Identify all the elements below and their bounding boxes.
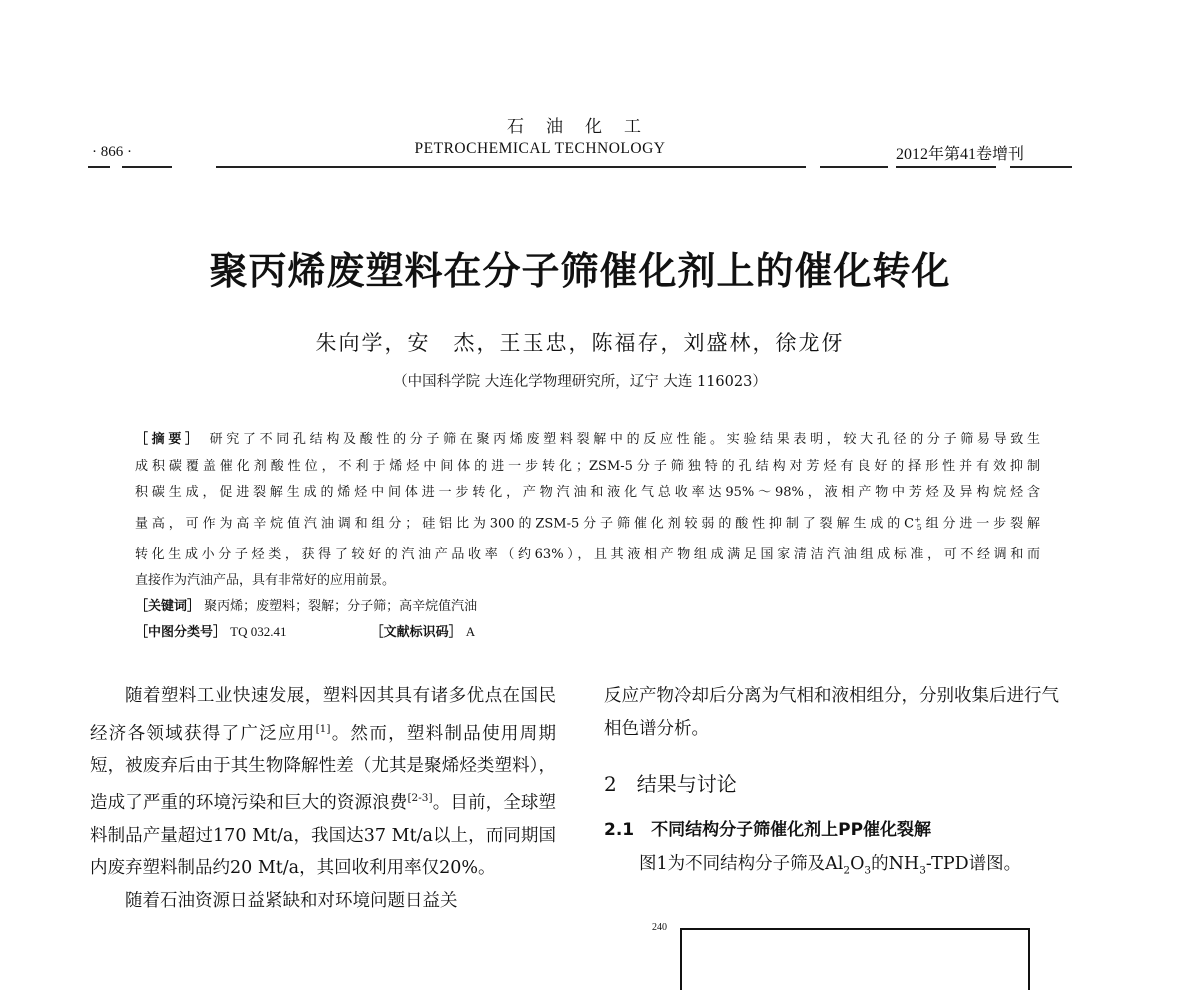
y-axis-tick-label: 240: [652, 922, 667, 933]
keywords-label: ［关键词］: [135, 599, 201, 614]
header-rule: [820, 166, 888, 168]
abstract-line: 转化生成小分子烃类，获得了较好的汽油产品收率（约63%），且其液相产物组成满足国家清洁汽油组成标准，可不经调和而: [135, 546, 1040, 562]
paragraph: 随着石油资源日益紧缺和对环境问题日益关: [125, 890, 458, 911]
keywords: [135, 595, 477, 614]
abstract-line: 成积碳覆盖催化剂酸性位，不利于烯烃中间体的进一步转化；ZSM-5分子筛独特的孔结构对芳烃有良好的择形性并有效抑制: [135, 458, 1040, 474]
subsection-heading: 2.1 不同结构分子筛催化剂上PP催化裂解: [604, 820, 932, 840]
doc-code-label: ［文献标识码］: [370, 625, 462, 640]
abstract-line: 积碳生成，促进裂解生成的烯烃中间体进一步转化，产物汽油和液化气总收率达95%～98%，液相产物中芳烃及异构烷烃含: [135, 485, 1040, 500]
paragraph: 反应产物冷却后分离为气相和液相组分，分别收集后进行气相色谱分析。: [604, 686, 1059, 739]
paragraph: 图1为不同结构分子筛及$Al_2O_3$的$NH_3$-TPD谱图。: [639, 854, 1022, 877]
page-number: · 866 ·: [92, 144, 132, 160]
paragraph: 随着塑料工业快速发展，塑料因其具有诸多优点在国民经济各领域获得了广泛应用[1]。然而，塑料制品使用周期短，被废弃后由于其生物降解性差（尤其是聚烯烃类塑料），造成了严重的环境污染和巨大的资源浪费[2-3]。目前，全球塑料制品产量超过170 Mt/a，我国达37 Mt/a以上，而同期国内废弃塑料制品约20 Mt/a，其回收利用率仅20%。: [90, 686, 557, 879]
abstract-line: 直接作为汽油产品，具有非常好的应用前景。: [135, 573, 396, 589]
header-rule: [216, 166, 806, 168]
header-rule: [122, 166, 172, 168]
abstract: [135, 427, 1040, 595]
header-rule: [88, 166, 110, 168]
issue-info: 2012年第41卷增刊: [896, 146, 1025, 163]
abstract-label: ［摘要］: [135, 432, 202, 447]
article-title: 聚丙烯废塑料在分子筛催化剂上的催化转化: [209, 249, 951, 293]
clc-label: ［中图分类号］: [135, 625, 227, 640]
citation: [2-3]: [407, 792, 433, 805]
classification: [135, 621, 475, 640]
doc-code-value: A: [465, 624, 476, 639]
affiliation: （中国科学院 大连化学物理研究所，辽宁 大连 116023）: [393, 374, 767, 390]
journal-name-en: PETROCHEMICAL TECHNOLOGY: [414, 140, 666, 157]
abstract-line: ［摘要］ 研究了不同孔结构及酸性的分子筛在聚丙烯废塑料裂解中的反应性能。实验结果表明，较大孔径的分子筛易导致生: [135, 432, 1040, 447]
journal-name-cn: 石油化工: [507, 117, 663, 137]
keywords-value: 聚丙烯；废塑料；裂解；分子筛；高辛烷值汽油: [204, 599, 478, 614]
abstract-line: 量高，可作为高辛烷值汽油调和组分；硅铝比为300的ZSM-5分子筛催化剂较弱的酸性抑制了裂解生成的$C^+_5$组分进一步裂解: [135, 514, 1040, 533]
figure-frame: [680, 928, 1030, 990]
body-right-column: [604, 680, 1070, 745]
clc-value: TQ 032.41: [230, 624, 287, 639]
header-rule: [1010, 166, 1072, 168]
section-heading: 2 结果与讨论: [604, 772, 737, 796]
header-rule: [896, 166, 996, 168]
citation: [1]: [315, 722, 331, 735]
body-left-column: [90, 680, 556, 917]
author-list: 朱向学，安 杰，王玉忠，陈福存，刘盛林，徐龙伢: [315, 331, 845, 355]
